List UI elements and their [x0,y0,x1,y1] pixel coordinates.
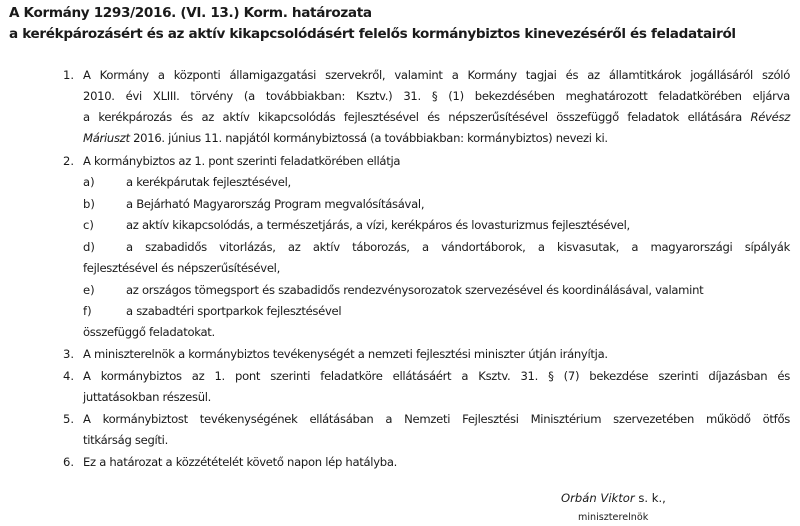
appointee-name-last: Máriuszt [83,131,130,145]
appointee-name-first: Révész [750,110,790,124]
item-1-line-1: A Kormány a központi államigazgatási szervekről, valamint a Kormány tagjai és az államtitkárok jogállásáról szóló [83,68,790,82]
item-5-line-1: A kormánybiztost tevékenységének ellátásában a Nemzeti Fejlesztési Minisztérium szervezetében működő ötfős [83,412,790,426]
item-number: 2. [63,154,75,168]
signature-suffix: s. k., [634,491,666,505]
item-number: 6. [63,455,75,469]
item-6-text: Ez a határozat a közzétételét követő napon lép hatályba. [83,455,398,469]
item-1-line-3: a kerékpározás és az aktív kikapcsolódás fejlesztésével és népszerűsítésével összefüggő feladatok ellátására Révész [83,110,790,124]
document-title-line2: a kerékpározásért és az aktív kikapcsolódásért felelős kormánybiztos kinevezéséről és feladatairól [9,26,736,42]
subitem-letter: a) [83,175,95,189]
subitem-text: az aktív kikapcsolódás, a természetjárás, a vízi, kerékpáros és lovasturizmus fejlesztésével, [126,218,630,232]
subitem-text: a Bejárható Magyarország Program megvalósításával, [126,197,425,211]
subitem-letter: e) [83,283,95,297]
item-5-line-2: titkárság segíti. [83,433,168,447]
item-number: 1. [63,68,75,82]
item-2-intro: A kormánybiztos az 1. pont szerinti feladatkörében ellátja [83,154,401,168]
item-2-closing: összefüggő feladatokat. [83,325,215,339]
document-title-line1: A Kormány 1293/2016. (VI. 13.) Korm. határozata [9,5,372,21]
item-number: 4. [63,369,75,383]
subitem-letter: c) [83,218,94,232]
subitem-text: az országos tömegsport és szabadidős rendezvénysorozatok szervezésével és koordinálásával, valamint [126,283,704,297]
subitem-letter: b) [83,197,95,211]
subitem-text: a szabadtéri sportparkok fejlesztésével [126,304,342,318]
item-3-text: A miniszterelnök a kormánybiztos tevékenységét a nemzeti fejlesztési miniszter útján irányítja. [83,347,608,361]
item-number: 5. [63,412,75,426]
subitem-text: a szabadidős vitorlázás, az aktív táborozás, a vándortáborok, a kisvasutak, a magyarországi sípályák [126,240,790,254]
item-4-line-2: juttatásokban részesül. [83,390,212,404]
subitem-letter: f) [83,304,92,318]
subitem-letter: d) [83,240,95,254]
signatory-name: Orbán Viktor [561,491,635,505]
item-1-line-2: 2010. évi XLIII. törvény (a továbbiakban: Ksztv.) 31. § (1) bekezdésében meghatározott feladatkörében eljárva [83,89,790,103]
item-1-line-4: Máriuszt 2016. június 11. napjától kormánybiztossá (a továbbiakban: kormánybiztos) nevezi ki. [83,131,608,145]
signatory-role: miniszterelnök [578,512,649,523]
signature-line [561,488,666,509]
subitem-text-continued: fejlesztésével és népszerűsítésével, [83,261,280,275]
subitem-text: a kerékpárutak fejlesztésével, [126,175,291,189]
item-number: 3. [63,347,75,361]
item-4-line-1: A kormánybiztos az 1. pont szerinti feladatköre ellátásáért a Ksztv. 31. § (7) bekezdése szerinti díjazásban és [83,369,790,383]
